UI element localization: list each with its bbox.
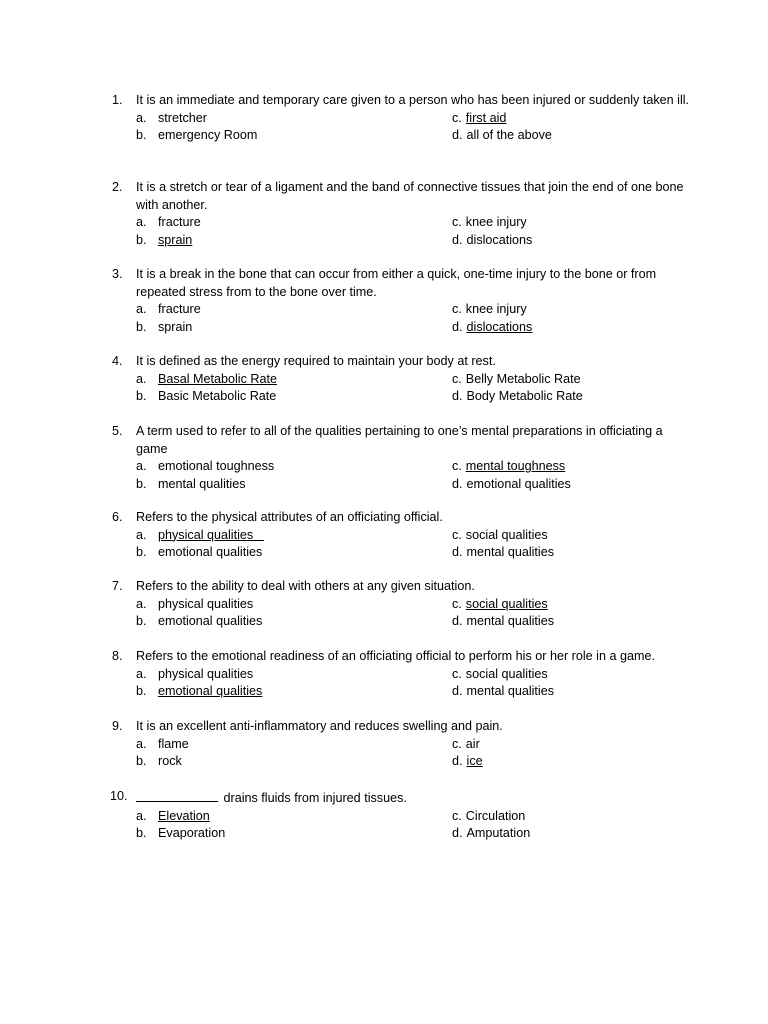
question-number: 2. — [112, 180, 123, 194]
option-d — [452, 613, 702, 631]
option-letter: a. — [136, 527, 147, 542]
option-d — [452, 127, 702, 145]
option-letter: c. — [452, 527, 462, 542]
option-a — [136, 666, 452, 684]
question-text: Refers to the physical attributes of an officiating official. — [136, 510, 443, 524]
option-text: emotional qualities — [158, 614, 263, 628]
option-b — [136, 613, 452, 631]
option-c — [452, 666, 702, 684]
option-text: mental qualities — [466, 614, 555, 628]
option-letter: a. — [136, 459, 147, 473]
question-2 — [112, 179, 692, 249]
option-letter: d. — [452, 319, 463, 334]
option-text: dislocations — [466, 232, 533, 247]
option-letter: d. — [452, 614, 463, 628]
question-5 — [112, 423, 692, 493]
question-text: It is defined as the energy required to maintain your body at rest. — [136, 354, 496, 368]
question-text: Refers to the ability to deal with others at any given situation. — [136, 579, 475, 593]
option-c — [452, 458, 702, 476]
option-letter: a. — [136, 215, 147, 229]
option-letter: a. — [136, 371, 147, 386]
option-text: knee injury — [465, 215, 527, 229]
question-number: 5. — [112, 424, 123, 438]
option-text: physical qualities — [158, 666, 254, 681]
option-text: stretcher — [158, 110, 207, 125]
option-letter: c. — [452, 459, 462, 473]
option-text-answer: dislocations — [466, 319, 533, 334]
option-letter: b. — [136, 389, 147, 403]
option-a — [136, 808, 452, 826]
option-letter: a. — [136, 808, 147, 823]
option-text: mental qualities — [466, 545, 555, 559]
option-letter: b. — [136, 684, 147, 698]
option-letter: b. — [136, 319, 147, 334]
option-letter: c. — [452, 808, 462, 823]
option-text: sprain — [158, 319, 193, 334]
question-text-row — [136, 788, 692, 808]
question-1 — [112, 92, 692, 145]
option-letter: c. — [452, 666, 462, 681]
option-letter: b. — [136, 476, 147, 491]
option-text: emergency Room — [158, 128, 258, 142]
option-letter: a. — [136, 666, 147, 681]
options — [136, 458, 692, 493]
question-number: 9. — [112, 719, 123, 733]
option-a — [136, 371, 452, 389]
option-text: fracture — [158, 215, 201, 229]
options — [136, 371, 692, 406]
question-number: 8. — [112, 649, 123, 663]
option-letter: d. — [452, 545, 463, 559]
options — [136, 808, 692, 843]
option-a — [136, 458, 452, 476]
option-text-answer: emotional qualities — [158, 684, 263, 698]
options — [136, 736, 692, 771]
option-d — [452, 825, 702, 843]
option-text-answer: Elevation — [158, 808, 210, 823]
option-b — [136, 544, 452, 562]
option-d — [452, 544, 702, 562]
question-number: 4. — [112, 354, 123, 368]
option-text: emotional qualities — [158, 545, 263, 559]
option-c — [452, 371, 702, 389]
option-a — [136, 214, 452, 232]
question-text: It is a stretch or tear of a ligament and the band of connective tissues that join the end of one bone with another. — [136, 180, 684, 212]
option-b — [136, 476, 452, 494]
fill-in-blank — [136, 788, 218, 802]
option-a — [136, 527, 452, 545]
options — [136, 214, 692, 249]
option-c — [452, 110, 702, 128]
option-b — [136, 232, 452, 250]
option-text-answer: ice — [466, 754, 483, 768]
option-c — [452, 214, 702, 232]
option-letter: a. — [136, 596, 147, 611]
option-letter: c. — [452, 736, 462, 751]
question-10 — [112, 788, 692, 843]
option-text: Circulation — [465, 808, 526, 823]
option-text: all of the above — [466, 128, 552, 142]
option-b — [136, 388, 452, 406]
option-c — [452, 808, 702, 826]
option-d — [452, 476, 702, 494]
option-text: Amputation — [466, 826, 531, 840]
question-text: drains fluids from injured tissues. — [223, 791, 407, 805]
option-a — [136, 596, 452, 614]
question-number: 1. — [112, 93, 123, 107]
options — [136, 666, 692, 701]
options — [136, 110, 692, 145]
option-d — [452, 683, 702, 701]
option-letter: b. — [136, 232, 147, 247]
option-letter: d. — [452, 684, 463, 698]
option-text-answer: physical qualities — [158, 527, 254, 542]
option-letter: d. — [452, 476, 463, 491]
option-text: air — [465, 736, 480, 751]
option-c — [452, 301, 702, 319]
question-number: 6. — [112, 510, 123, 524]
option-letter: b. — [136, 826, 147, 840]
question-text: It is an excellent anti-inflammatory and reduces swelling and pain. — [136, 719, 503, 733]
option-d — [452, 753, 702, 771]
question-text: It is an immediate and temporary care given to a person who has been injured or suddenly taken ill. — [136, 93, 690, 107]
question-9 — [112, 718, 692, 771]
option-d — [452, 232, 702, 250]
option-text: physical qualities — [158, 596, 254, 611]
question-4 — [112, 353, 692, 406]
option-letter: b. — [136, 614, 147, 628]
option-text: Evaporation — [158, 826, 226, 840]
option-c — [452, 527, 702, 545]
option-letter: d. — [452, 826, 463, 840]
option-text: mental qualities — [158, 476, 246, 491]
option-text: Belly Metabolic Rate — [465, 371, 581, 386]
option-c — [452, 736, 702, 754]
option-b — [136, 825, 452, 843]
question-3 — [112, 266, 692, 336]
option-c — [452, 596, 702, 614]
option-letter: a. — [136, 110, 147, 125]
option-text: mental qualities — [466, 684, 555, 698]
option-letter: c. — [452, 215, 462, 229]
option-letter: b. — [136, 128, 147, 142]
option-letter: d. — [452, 232, 463, 247]
option-letter: a. — [136, 302, 147, 316]
option-text: Body Metabolic Rate — [466, 389, 583, 403]
question-text: A term used to refer to all of the qualities pertaining to one’s mental preparations in officiating a game — [136, 424, 663, 456]
options — [136, 527, 692, 562]
option-letter: d. — [452, 754, 463, 768]
option-text: Basic Metabolic Rate — [158, 389, 277, 403]
options — [136, 301, 692, 336]
option-text: emotional toughness — [158, 459, 275, 473]
option-text: emotional qualities — [466, 476, 571, 491]
option-letter: a. — [136, 736, 147, 751]
question-text: It is a break in the bone that can occur from either a quick, one-time injury to the bone or from repeated stress from to the bone over time. — [136, 267, 657, 299]
option-a — [136, 301, 452, 319]
option-text: flame — [158, 736, 189, 751]
question-7 — [112, 578, 692, 631]
option-text: knee injury — [465, 302, 527, 316]
option-text-answer: Basal Metabolic Rate — [158, 371, 278, 386]
question-8 — [112, 648, 692, 701]
options — [136, 596, 692, 631]
option-b — [136, 127, 452, 145]
question-number: 10. — [110, 789, 128, 803]
option-letter: c. — [452, 302, 462, 316]
question-text: Refers to the emotional readiness of an officiating official to perform his or her role in a game. — [136, 649, 655, 663]
option-letter: b. — [136, 545, 147, 559]
option-text-answer: mental toughness — [465, 459, 566, 473]
option-b — [136, 683, 452, 701]
option-b — [136, 753, 452, 771]
question-number: 7. — [112, 579, 123, 593]
option-letter: c. — [452, 110, 462, 125]
option-letter: b. — [136, 754, 147, 768]
option-text-answer: sprain — [158, 232, 193, 247]
option-d — [452, 319, 702, 337]
option-letter: c. — [452, 371, 462, 386]
option-text-answer: first aid — [465, 110, 507, 125]
option-text: social qualities — [465, 666, 548, 681]
option-a — [136, 110, 452, 128]
option-letter: d. — [452, 389, 463, 403]
option-text-answer: social qualities — [465, 596, 548, 611]
question-6 — [112, 509, 692, 562]
option-b — [136, 319, 452, 337]
option-d — [452, 388, 702, 406]
question-number: 3. — [112, 267, 123, 281]
option-text: fracture — [158, 302, 201, 316]
option-text: social qualities — [465, 527, 548, 542]
option-letter: d. — [452, 128, 463, 142]
option-a — [136, 736, 452, 754]
option-letter: c. — [452, 596, 462, 611]
option-text: rock — [158, 754, 182, 768]
